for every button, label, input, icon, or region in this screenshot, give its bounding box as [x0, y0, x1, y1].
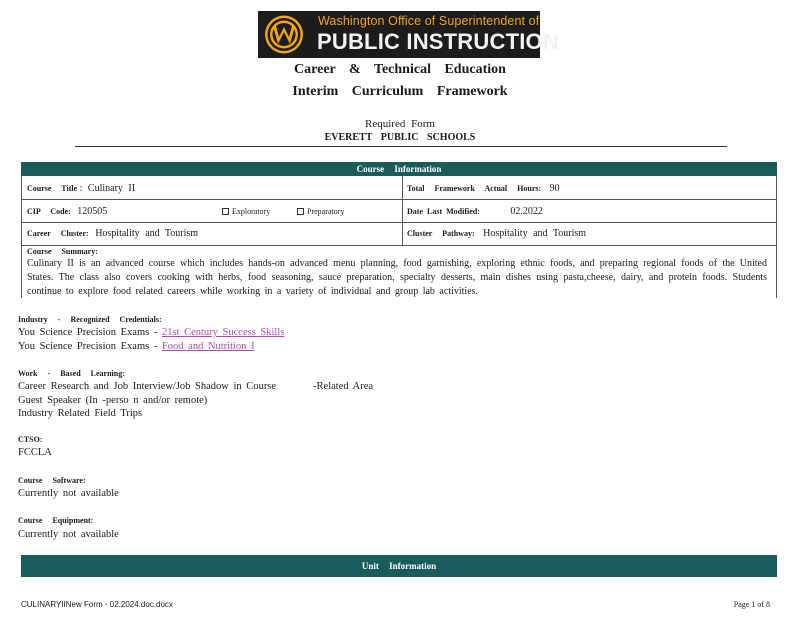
preparatory-checkbox[interactable] [297, 208, 304, 215]
course-title-value: : Culinary II [79, 183, 136, 194]
cluster-pathway-cell [407, 228, 586, 239]
course-title-cell [27, 183, 135, 194]
credential-prefix: You Science Precision Exams - [18, 341, 162, 352]
ospi-logo [258, 11, 559, 58]
cluster-pathway-label: Cluster Pathway: [407, 229, 475, 238]
unit-information-bar: Unit Information [21, 555, 777, 577]
header-divider [75, 146, 727, 147]
page-title-line2: Interim Curriculum Framework [292, 84, 508, 99]
date-modified-value: 02.2022 [510, 206, 543, 217]
course-software-value: Currently not available [18, 488, 119, 499]
footer-page-number: Page 1 of 8 [733, 600, 770, 609]
preparatory-label: Preparatory [307, 207, 345, 216]
career-cluster-value: Hospitality and Tourism [95, 228, 199, 239]
course-summary-label: Course Summary: [27, 247, 98, 256]
credential-item [18, 327, 284, 338]
work-based-item: Guest Speaker (In -perso n and/or remote) [18, 395, 208, 406]
table-divider [22, 199, 776, 200]
total-hours-cell [407, 183, 560, 194]
course-title-label: Course Title [27, 184, 78, 193]
cip-code-cell [27, 206, 107, 217]
credential-prefix: You Science Precision Exams - [18, 327, 162, 338]
course-equipment-value: Currently not available [18, 529, 119, 540]
footer-filename: CULINARYIINew Form - 02.2024.doc.docx [21, 600, 173, 609]
total-hours-value: 90 [549, 183, 560, 194]
credentials-label: Industry - Recognized Credentials: [18, 315, 162, 324]
credential-item [18, 341, 255, 352]
work-based-item: Industry Related Field Trips [18, 408, 143, 419]
total-hours-label: Total Framework Actual Hours: [407, 184, 542, 193]
logo-agency-title: PUBLIC INSTRUCTION [317, 29, 559, 54]
course-software-label: Course Software: [18, 476, 86, 485]
page-title-line1: Career & Technical Education [294, 62, 506, 77]
district-name: EVERETT PUBLIC SCHOOLS [324, 132, 476, 143]
preparatory-option[interactable] [297, 207, 344, 216]
date-modified-label: Date Last Modified: [407, 207, 480, 216]
table-divider [22, 222, 776, 223]
credential-link[interactable]: Food and Nutrition I [161, 341, 255, 352]
course-information-bar: Course Information [21, 162, 777, 176]
ctso-label: CTSO: [18, 435, 43, 444]
career-cluster-cell [27, 228, 198, 239]
exploratory-checkbox[interactable] [222, 208, 229, 215]
credential-link[interactable]: 21st Century Success Skills [161, 327, 285, 338]
required-form-label: Required Form [365, 118, 435, 130]
exploratory-option[interactable] [222, 207, 270, 216]
logo-agency-name: Washington Office of Superintendent of [318, 14, 540, 28]
cluster-pathway-value: Hospitality and Tourism [483, 228, 587, 239]
ctso-value: FCCLA [18, 447, 52, 458]
cip-code-label: CIP Code: [27, 207, 71, 216]
course-summary-text: Culinary II is an advanced course which includes hands-on advanced menu planning, food garnishing, exploring ethnic foods, and preparing regional foods of the United States. The class also covers cooking with herbs, food seasoning, sauce preparation, specialty desserts, main dishes using pasta,cheese, dairy, and protein foods. Students continue to explore food related careers while working in a variety of individual and group lab activities. [27, 258, 767, 297]
career-cluster-label: Career Cluster: [27, 229, 89, 238]
cip-code-value: 120505 [77, 206, 108, 217]
table-column-divider [402, 176, 403, 245]
work-based-item: Career Research and Job Interview/Job Shadow in Course -Related Area [18, 381, 374, 392]
date-modified-cell [407, 206, 543, 217]
course-equipment-label: Course Equipment: [18, 516, 94, 525]
work-based-learning-label: Work - Based Learning: [18, 369, 125, 378]
ospi-emblem-icon [262, 14, 306, 55]
exploratory-label: Exploratory [232, 207, 271, 216]
table-divider [22, 245, 776, 246]
course-information-table [21, 176, 777, 298]
